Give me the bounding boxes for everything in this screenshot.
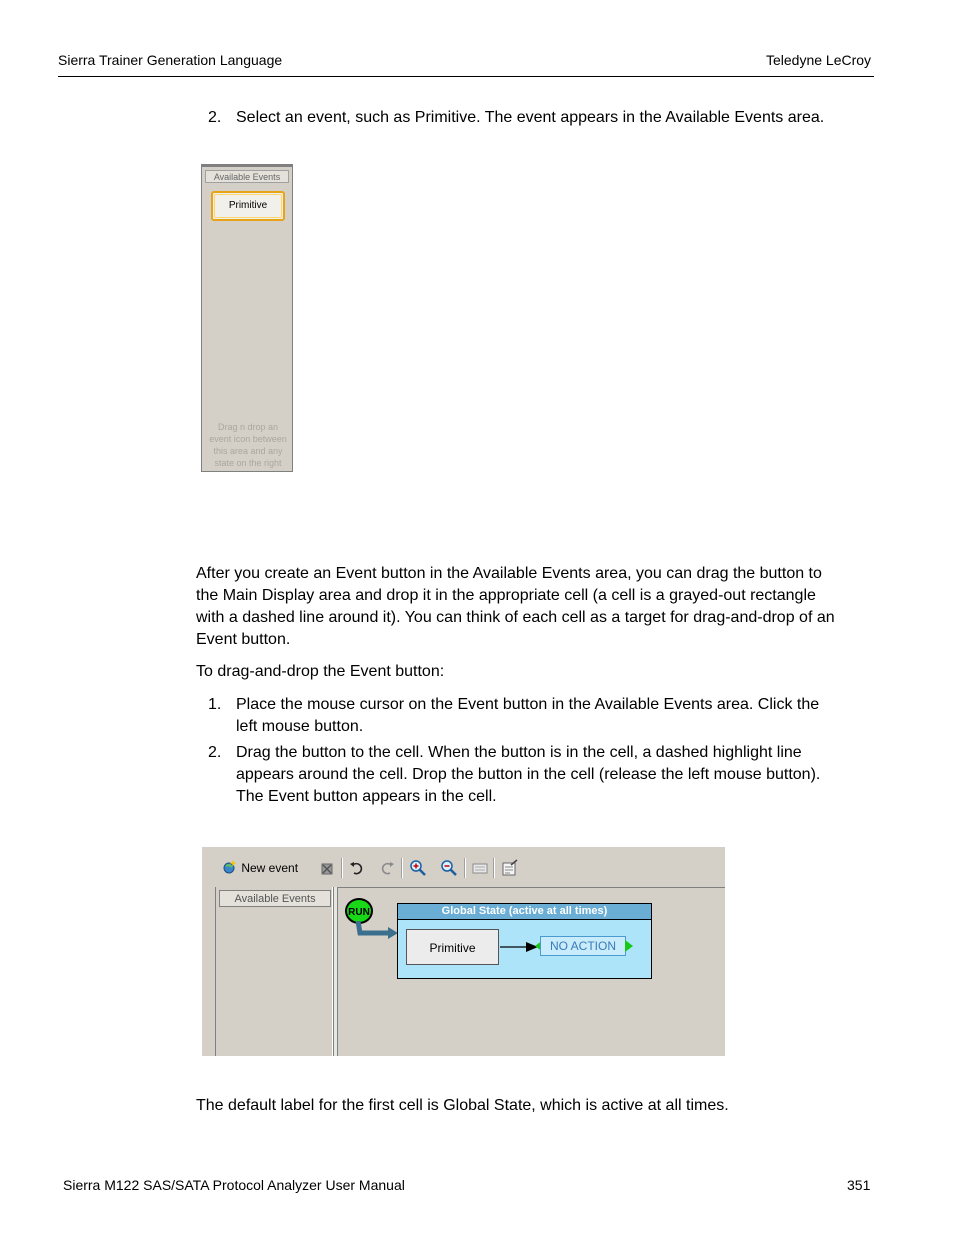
toolbar-rule (335, 887, 725, 888)
zoom-in-icon[interactable] (409, 858, 427, 878)
toolbar-separator (401, 858, 403, 878)
step-text: Select an event, such as Primitive. The event appears in the Available Events area. (236, 109, 825, 126)
panel-title: Available Events (205, 170, 289, 183)
action-right-marker (624, 940, 634, 952)
toolbar-separator (464, 858, 466, 878)
page-number: 351 (847, 1177, 871, 1193)
primitive-event-button[interactable]: Primitive (406, 929, 499, 965)
para-1 (196, 563, 835, 651)
new-event-icon (222, 859, 238, 875)
footer-manual-title: Sierra M122 SAS/SATA Protocol Analyzer User Manual (63, 1177, 405, 1193)
toolbar (202, 847, 725, 887)
keyboard-icon[interactable] (471, 858, 489, 878)
drag-drop-hint: Drag n drop an event icon between this area and any state on the right (209, 422, 287, 468)
undo-icon[interactable] (348, 858, 366, 878)
para-1-line: the Main Display area and drop it in the appropriate cell (a cell is a grayed-out rectangle (196, 587, 816, 604)
step-text (236, 694, 819, 738)
step-number: 2. (208, 109, 222, 126)
panel-title: Available Events (219, 890, 331, 907)
no-action-box[interactable]: NO ACTION (540, 936, 626, 956)
toolbar-separator (341, 858, 343, 878)
para-1-line: with a dashed line around it). You can think of each cell as a target for drag-and-drop of an (196, 609, 835, 626)
step-line: The Event button appears in the cell. (236, 788, 497, 805)
redo-icon[interactable] (378, 858, 396, 878)
closing-text: The default label for the first cell is Global State, which is active at all times. (196, 1097, 729, 1114)
properties-icon[interactable] (501, 858, 519, 878)
step-line: left mouse button. (236, 718, 364, 735)
zoom-out-icon[interactable] (440, 858, 458, 878)
header-company: Teledyne LeCroy (766, 52, 872, 68)
step-number: 2. (208, 744, 222, 761)
para-2: To drag-and-drop the Event button: (196, 663, 445, 680)
state-title: Global State (active at all times) (398, 904, 651, 920)
para-1-line: Event button. (196, 631, 291, 648)
step-line: appears around the cell. Drop the button in the cell (release the left mouse button). (236, 766, 821, 783)
trainer-editor-screenshot (202, 847, 725, 1056)
step-line: Place the mouse cursor on the Event button in the Available Events area. Click the (236, 696, 820, 713)
step-text (236, 742, 820, 808)
new-event-button[interactable] (222, 858, 298, 878)
delete-icon[interactable] (319, 858, 335, 878)
new-event-label: New event (241, 861, 299, 875)
run-arrow (352, 921, 402, 945)
primitive-event-button[interactable]: Primitive (211, 191, 285, 221)
para-1-line: After you create an Event button in the Available Events area, you can drag the button to (196, 565, 822, 582)
splitter[interactable] (333, 887, 338, 1056)
available-events-panel (215, 887, 333, 1056)
step-number: 1. (208, 696, 222, 713)
available-events-panel (201, 164, 293, 472)
run-indicator: RUN (345, 898, 373, 924)
step-line: Drag the button to the cell. When the button is in the cell, a dashed highlight line (236, 744, 802, 761)
header-title: Sierra Trainer Generation Language (58, 52, 283, 68)
toolbar-separator (493, 858, 495, 878)
global-state-cell[interactable] (397, 903, 652, 979)
header-rule (58, 76, 874, 77)
